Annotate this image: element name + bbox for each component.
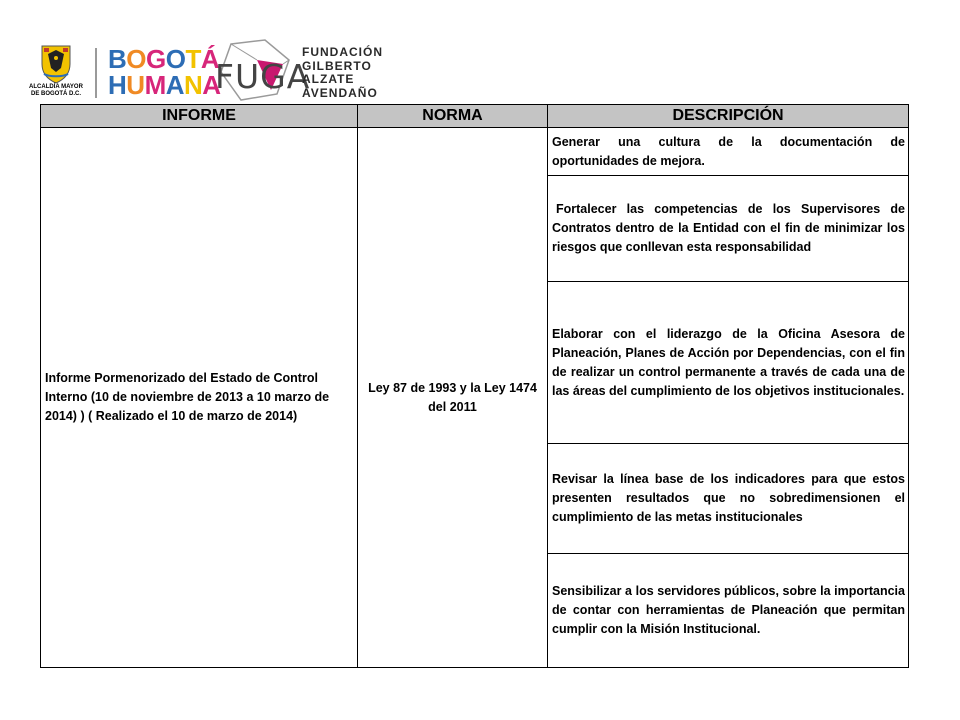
description-text: Fortalecer las competencias de los Supervisores de Contratos dentro de la Entidad con el fin de minimizar los riesgos que conllevan esta responsabilidad [552, 202, 905, 254]
escudo-caption-line1: ALCALDÍA MAYOR [29, 84, 83, 90]
fuga-logo-word: FUGA [215, 57, 311, 96]
bogota-logo-line2: HUMANA [108, 70, 221, 100]
fuga-name-line: AVENDAÑO [302, 85, 378, 100]
norma-cell: Ley 87 de 1993 y la Ley 1474 del 2011 [358, 128, 548, 668]
bogota-humana-logo [108, 44, 221, 100]
fuga-foundation-name [302, 46, 383, 100]
fuga-logo [213, 38, 423, 104]
fuga-name-line: ALZATE [302, 72, 355, 86]
header-logos [28, 38, 428, 104]
column-header-descripcion: DESCRIPCIÓN [548, 105, 909, 128]
fuga-name-line: FUNDACIÓN [302, 45, 383, 59]
escudo-caption-line2: DE BOGOTÁ D.C. [30, 91, 81, 97]
description-cell: Generar una cultura de la documentación de oportunidades de mejora. [548, 128, 909, 176]
bogota-logo-line1: BOGOTÁ [108, 44, 220, 74]
report-table [40, 104, 909, 668]
table-row [41, 128, 909, 176]
table-header-row [41, 105, 909, 128]
coat-of-arms-icon [39, 44, 73, 84]
informe-cell: Informe Pormenorizado del Estado de Control Interno (10 de noviembre de 2013 a 10 marzo de 2014) ) ( Realizado el 10 de marzo de 2014) [41, 128, 358, 668]
column-header-norma: NORMA [358, 105, 548, 128]
bogota-coat-of-arms-logo [28, 44, 84, 102]
description-cell: Elaborar con el liderazgo de la Oficina Asesora de Planeación, Planes de Acción por Dependencias, con el fin de realizar un control permanente a través de cada una de las áreas del cumplimiento de los objetivos institucionales. [548, 282, 909, 444]
description-cell [548, 176, 909, 282]
description-cell: Revisar la línea base de los indicadores para que estos presenten resultados que no sobredimensionen el cumplimiento de las metas institucionales [548, 444, 909, 554]
description-cell: Sensibilizar a los servidores públicos, sobre la importancia de contar con herramientas de Planeación que permitan cumplir con la Misión Institucional. [548, 554, 909, 668]
fuga-name-line: GILBERTO [302, 58, 372, 73]
column-header-informe: INFORME [41, 105, 358, 128]
logo-divider [95, 48, 97, 98]
